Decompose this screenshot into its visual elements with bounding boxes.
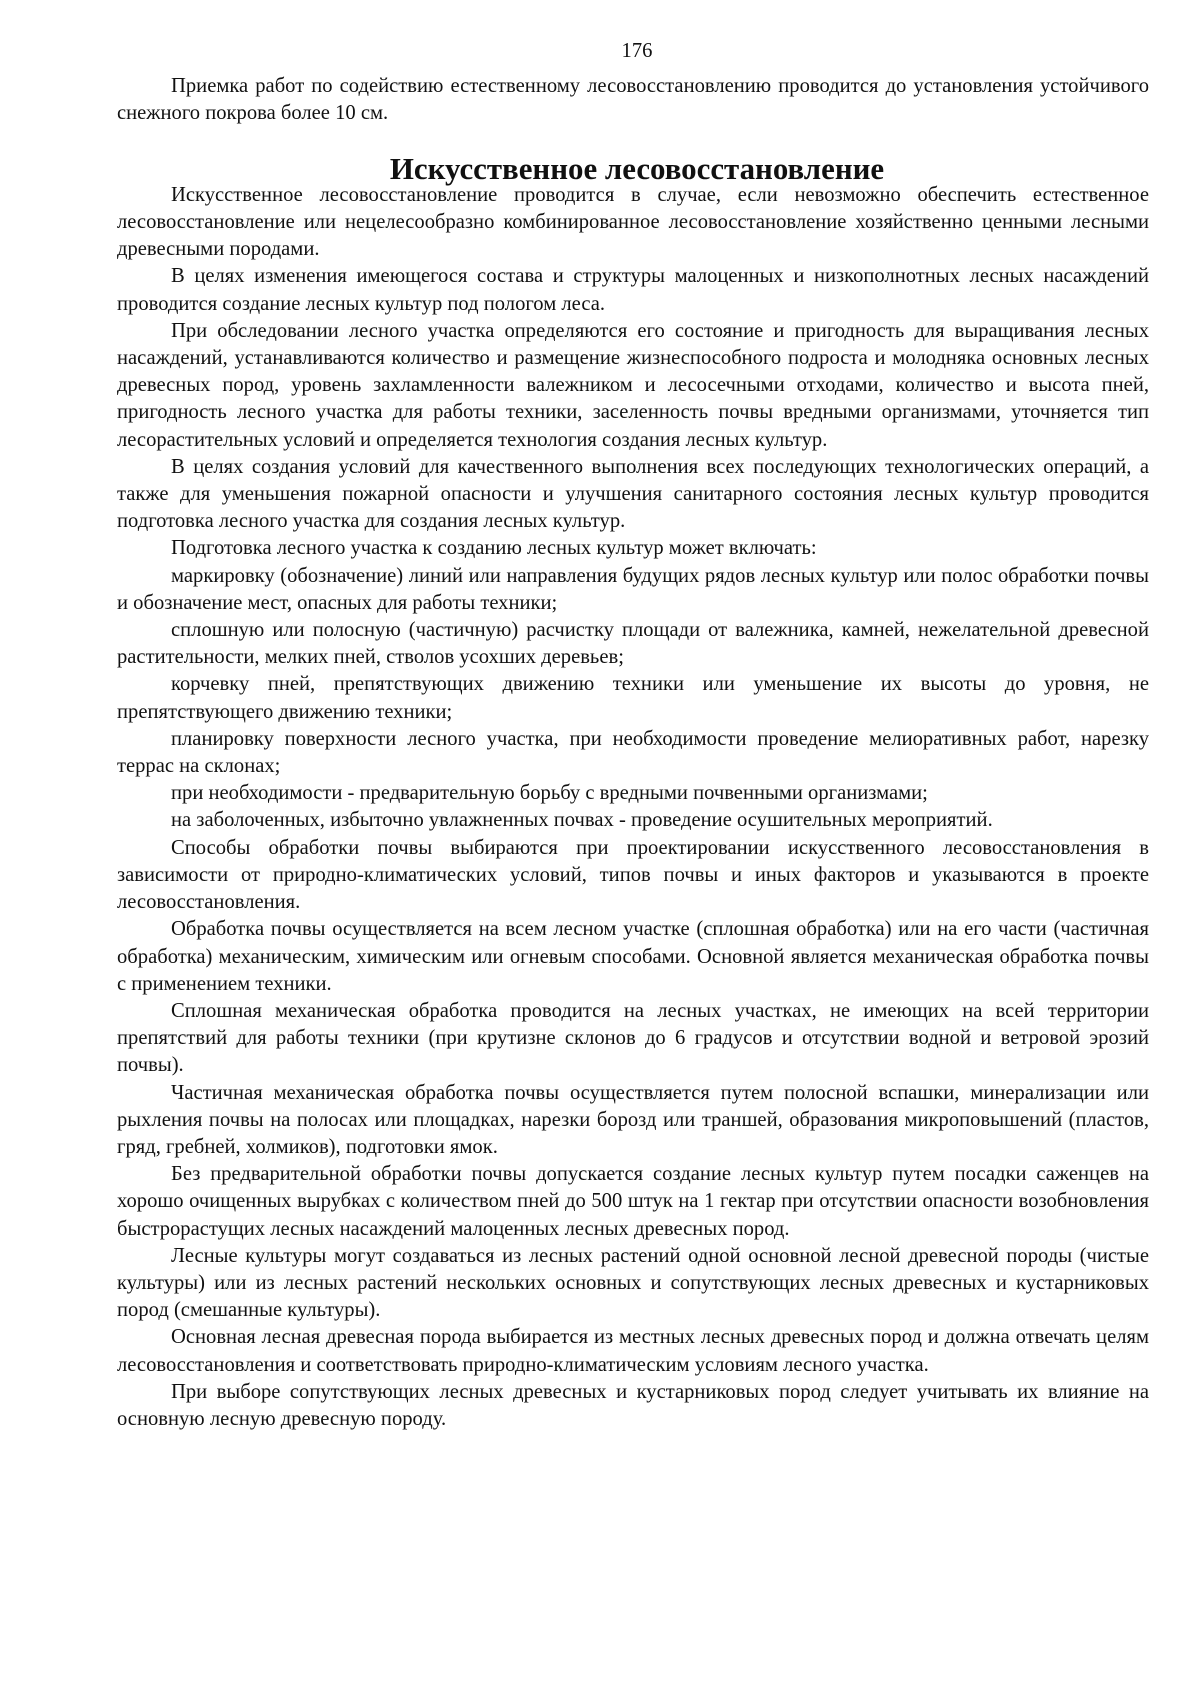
paragraph: Обработка почвы осуществляется на всем лесном участке (сплошная обработка) или на его части (частичная обработка) механическим, химическим или огневым способами. Основной является механическая обработка почвы с применением техники.: [117, 918, 1149, 995]
paragraph: Основная лесная древесная порода выбирается из местных лесных древесных пород и должна отвечать целям лесовосстановления и соответствовать природно-климатическим условиям лесного участка.: [117, 1326, 1149, 1376]
document-page: [117, 38, 1149, 1433]
paragraph: Способы обработки почвы выбираются при проектировании искусственного лесовосстановления в зависимости от природно-климатических условий, типов почвы и иных факторов и указываются в проекте лесовосстановления.: [117, 836, 1149, 914]
paragraph: Частичная механическая обработка почвы осуществляется путем полосной вспашки, минерализации или рыхления почвы на полосах или площадках, нарезки борозд или траншей, образования микроповышений (пластов, гряд, гребней, холмиков), подготовки ямок.: [117, 1081, 1149, 1158]
paragraph: При выборе сопутствующих лесных древесных и кустарниковых пород следует учитывать их влияние на основную лесную древесную породу.: [117, 1380, 1149, 1430]
list-paragraph: планировку поверхности лесного участка, при необходимости проведение мелиоративных работ, нарезку террас на склонах;: [117, 727, 1149, 778]
intro-paragraph: Приемка работ по содействию естественному лесовосстановлению проводится до установления устойчивого снежного покрова более 10 см.: [117, 75, 1149, 125]
list-paragraph: на заболоченных, избыточно увлажненных почвах - проведение осушительных мероприятий.: [171, 809, 993, 832]
paragraph: Подготовка лесного участка к созданию лесных культур может включать:: [171, 537, 817, 560]
paragraph: Сплошная механическая обработка проводится на лесных участках, не имеющих на всей территории препятствий для работы техники (при крутизне склонов до 6 градусов и отсутствии водной и ветровой эрозий почвы).: [117, 999, 1149, 1077]
paragraph: В целях создания условий для качественного выполнения всех последующих технологических операций, а также для уменьшения пожарной опасности и улучшения санитарного состояния лесных культур проводится подготовка лесного участка для создания лесных культур.: [117, 455, 1149, 533]
paragraph: Лесные культуры могут создаваться из лесных растений одной основной лесной древесной породы (чистые культуры) или из лесных растений нескольких основных и сопутствующих лесных древесных и кустарниковых пород (смешанные культуры).: [117, 1244, 1149, 1322]
list-paragraph: при необходимости - предварительную борьбу с вредными почвенными организмами;: [171, 782, 928, 805]
list-paragraph: корчевку пней, препятствующих движению техники или уменьшение их высоты до уровня, не препятствующего движению техники;: [117, 673, 1149, 723]
paragraph: В целях изменения имеющегося состава и структуры малоценных и низкополнотных лесных насаждений проводится создание лесных культур под пологом леса.: [117, 265, 1149, 315]
paragraph: При обследовании лесного участка определяются его состояние и пригодность для выращивания лесных насаждений, устанавливаются количество и размещение жизнеспособного подроста и молодняка основных лесных древесных пород, уровень захламленности валежником и лесосечными отходами, количество и высота пней, пригодность лесного участка для работы техники, заселенность почвы вредными организмами, уточняется тип лесорастительных условий и определяется технология создания лесных культур.: [117, 319, 1149, 451]
page-number: 176: [621, 40, 653, 62]
list-paragraph: сплошную или полосную (частичную) расчистку площади от валежника, камней, нежелательной древесной растительности, мелких пней, стволов усохших деревьев;: [117, 619, 1149, 669]
section-title: Искусственное лесовосстановление: [389, 150, 885, 186]
list-paragraph: маркировку (обозначение) линий или направления будущих рядов лесных культур или полос обработки почвы и обозначение мест, опасных для работы техники;: [117, 564, 1149, 614]
paragraph: Без предварительной обработки почвы допускается создание лесных культур путем посадки саженцев на хорошо очищенных вырубках с количеством пней до 500 штук на 1 гектар при отсутствии опасности возобновления быстрорастущих лесных насаждений малоценных лесных древесных пород.: [117, 1163, 1149, 1240]
section-body: [117, 182, 1149, 1433]
paragraph: Искусственное лесовосстановление проводится в случае, если невозможно обеспечить естественное лесовосстановление или нецелесообразно комбинированное лесовосстановление хозяйственно ценными лесными древесными породами.: [117, 183, 1149, 261]
